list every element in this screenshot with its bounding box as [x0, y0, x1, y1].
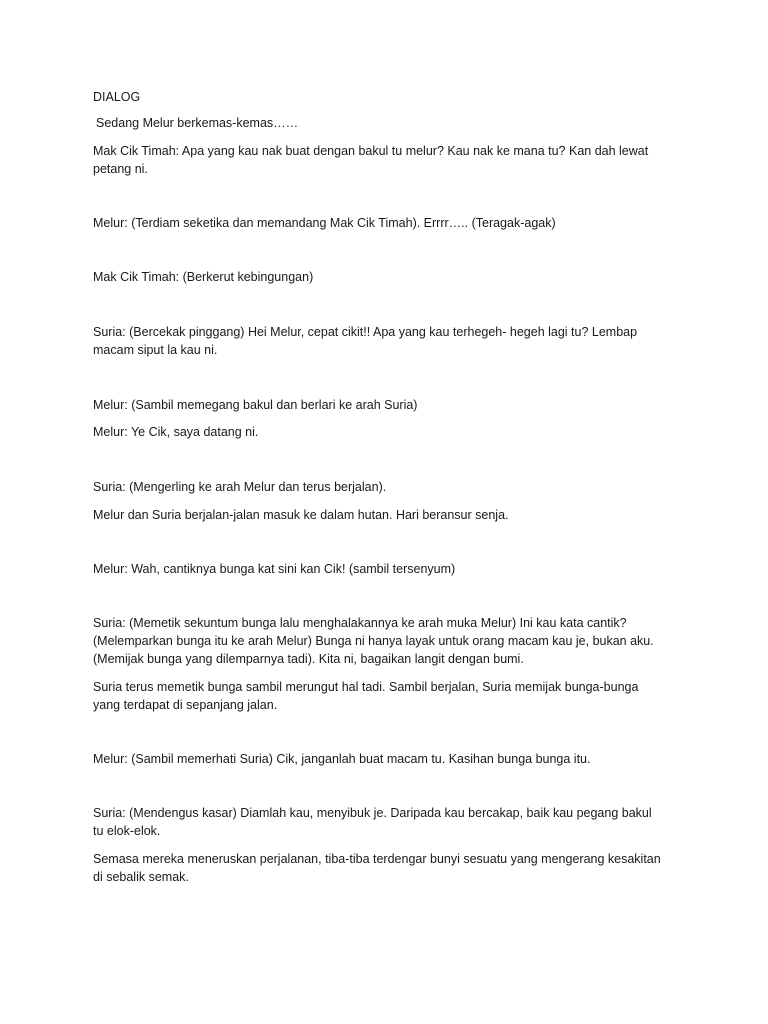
- narration-paragraph: Melur dan Suria berjalan-jalan masuk ke dalam hutan. Hari beransur senja.: [93, 508, 509, 522]
- narration-paragraph: Suria terus memetik bunga sambil merungut hal tadi. Sambil berjalan, Suria memijak bunga-bunga yang terdapat di sepanjang jalan.: [93, 680, 639, 712]
- narration-paragraph: Sedang Melur berkemas-kemas……: [96, 116, 299, 130]
- dialogue-paragraph: Melur: (Sambil memegang bakul dan berlari ke arah Suria): [93, 398, 418, 412]
- dialogue-paragraph: Mak Cik Timah: (Berkerut kebingungan): [93, 270, 314, 284]
- dialogue-paragraph: Suria: (Mendengus kasar) Diamlah kau, menyibuk je. Daripada kau bercakap, baik kau pegang bakul tu elok-elok.: [93, 806, 652, 838]
- dialogue-paragraph: Mak Cik Timah: Apa yang kau nak buat dengan bakul tu melur? Kau nak ke mana tu? Kan dah lewat petang ni.: [93, 144, 649, 176]
- dialogue-paragraph: Melur: Wah, cantiknya bunga kat sini kan Cik! (sambil tersenyum): [93, 562, 456, 576]
- dialogue-paragraph: Melur: Ye Cik, saya datang ni.: [93, 425, 259, 439]
- dialogue-paragraph: Suria: (Mengerling ke arah Melur dan terus berjalan).: [93, 480, 387, 494]
- narration-paragraph: Semasa mereka meneruskan perjalanan, tiba-tiba terdengar bunyi sesuatu yang mengerang kesakitan di sebalik semak.: [93, 852, 661, 884]
- dialogue-paragraph: Melur: (Sambil memerhati Suria) Cik, janganlah buat macam tu. Kasihan bunga bunga itu.: [93, 752, 591, 766]
- dialogue-paragraph: Suria: (Memetik sekuntum bunga lalu menghalakannya ke arah muka Melur) Ini kau kata cantik? (Melemparkan bunga itu ke arah Melur) Bunga ni hanya layak untuk orang macam kau je, bukan aku. (Memijak bunga yang dilemparnya tadi). Kita ni, bagaikan langit dengan bumi.: [93, 616, 654, 666]
- dialogue-paragraph: Suria: (Bercekak pinggang) Hei Melur, cepat cikit!! Apa yang kau terhegeh- hegeh lagi tu? Lembap macam siput la kau ni.: [93, 325, 638, 357]
- dialogue-paragraph: Melur: (Terdiam seketika dan memandang Mak Cik Timah). Errrr….. (Teragak-agak): [93, 216, 556, 230]
- document-title: DIALOG: [93, 90, 141, 104]
